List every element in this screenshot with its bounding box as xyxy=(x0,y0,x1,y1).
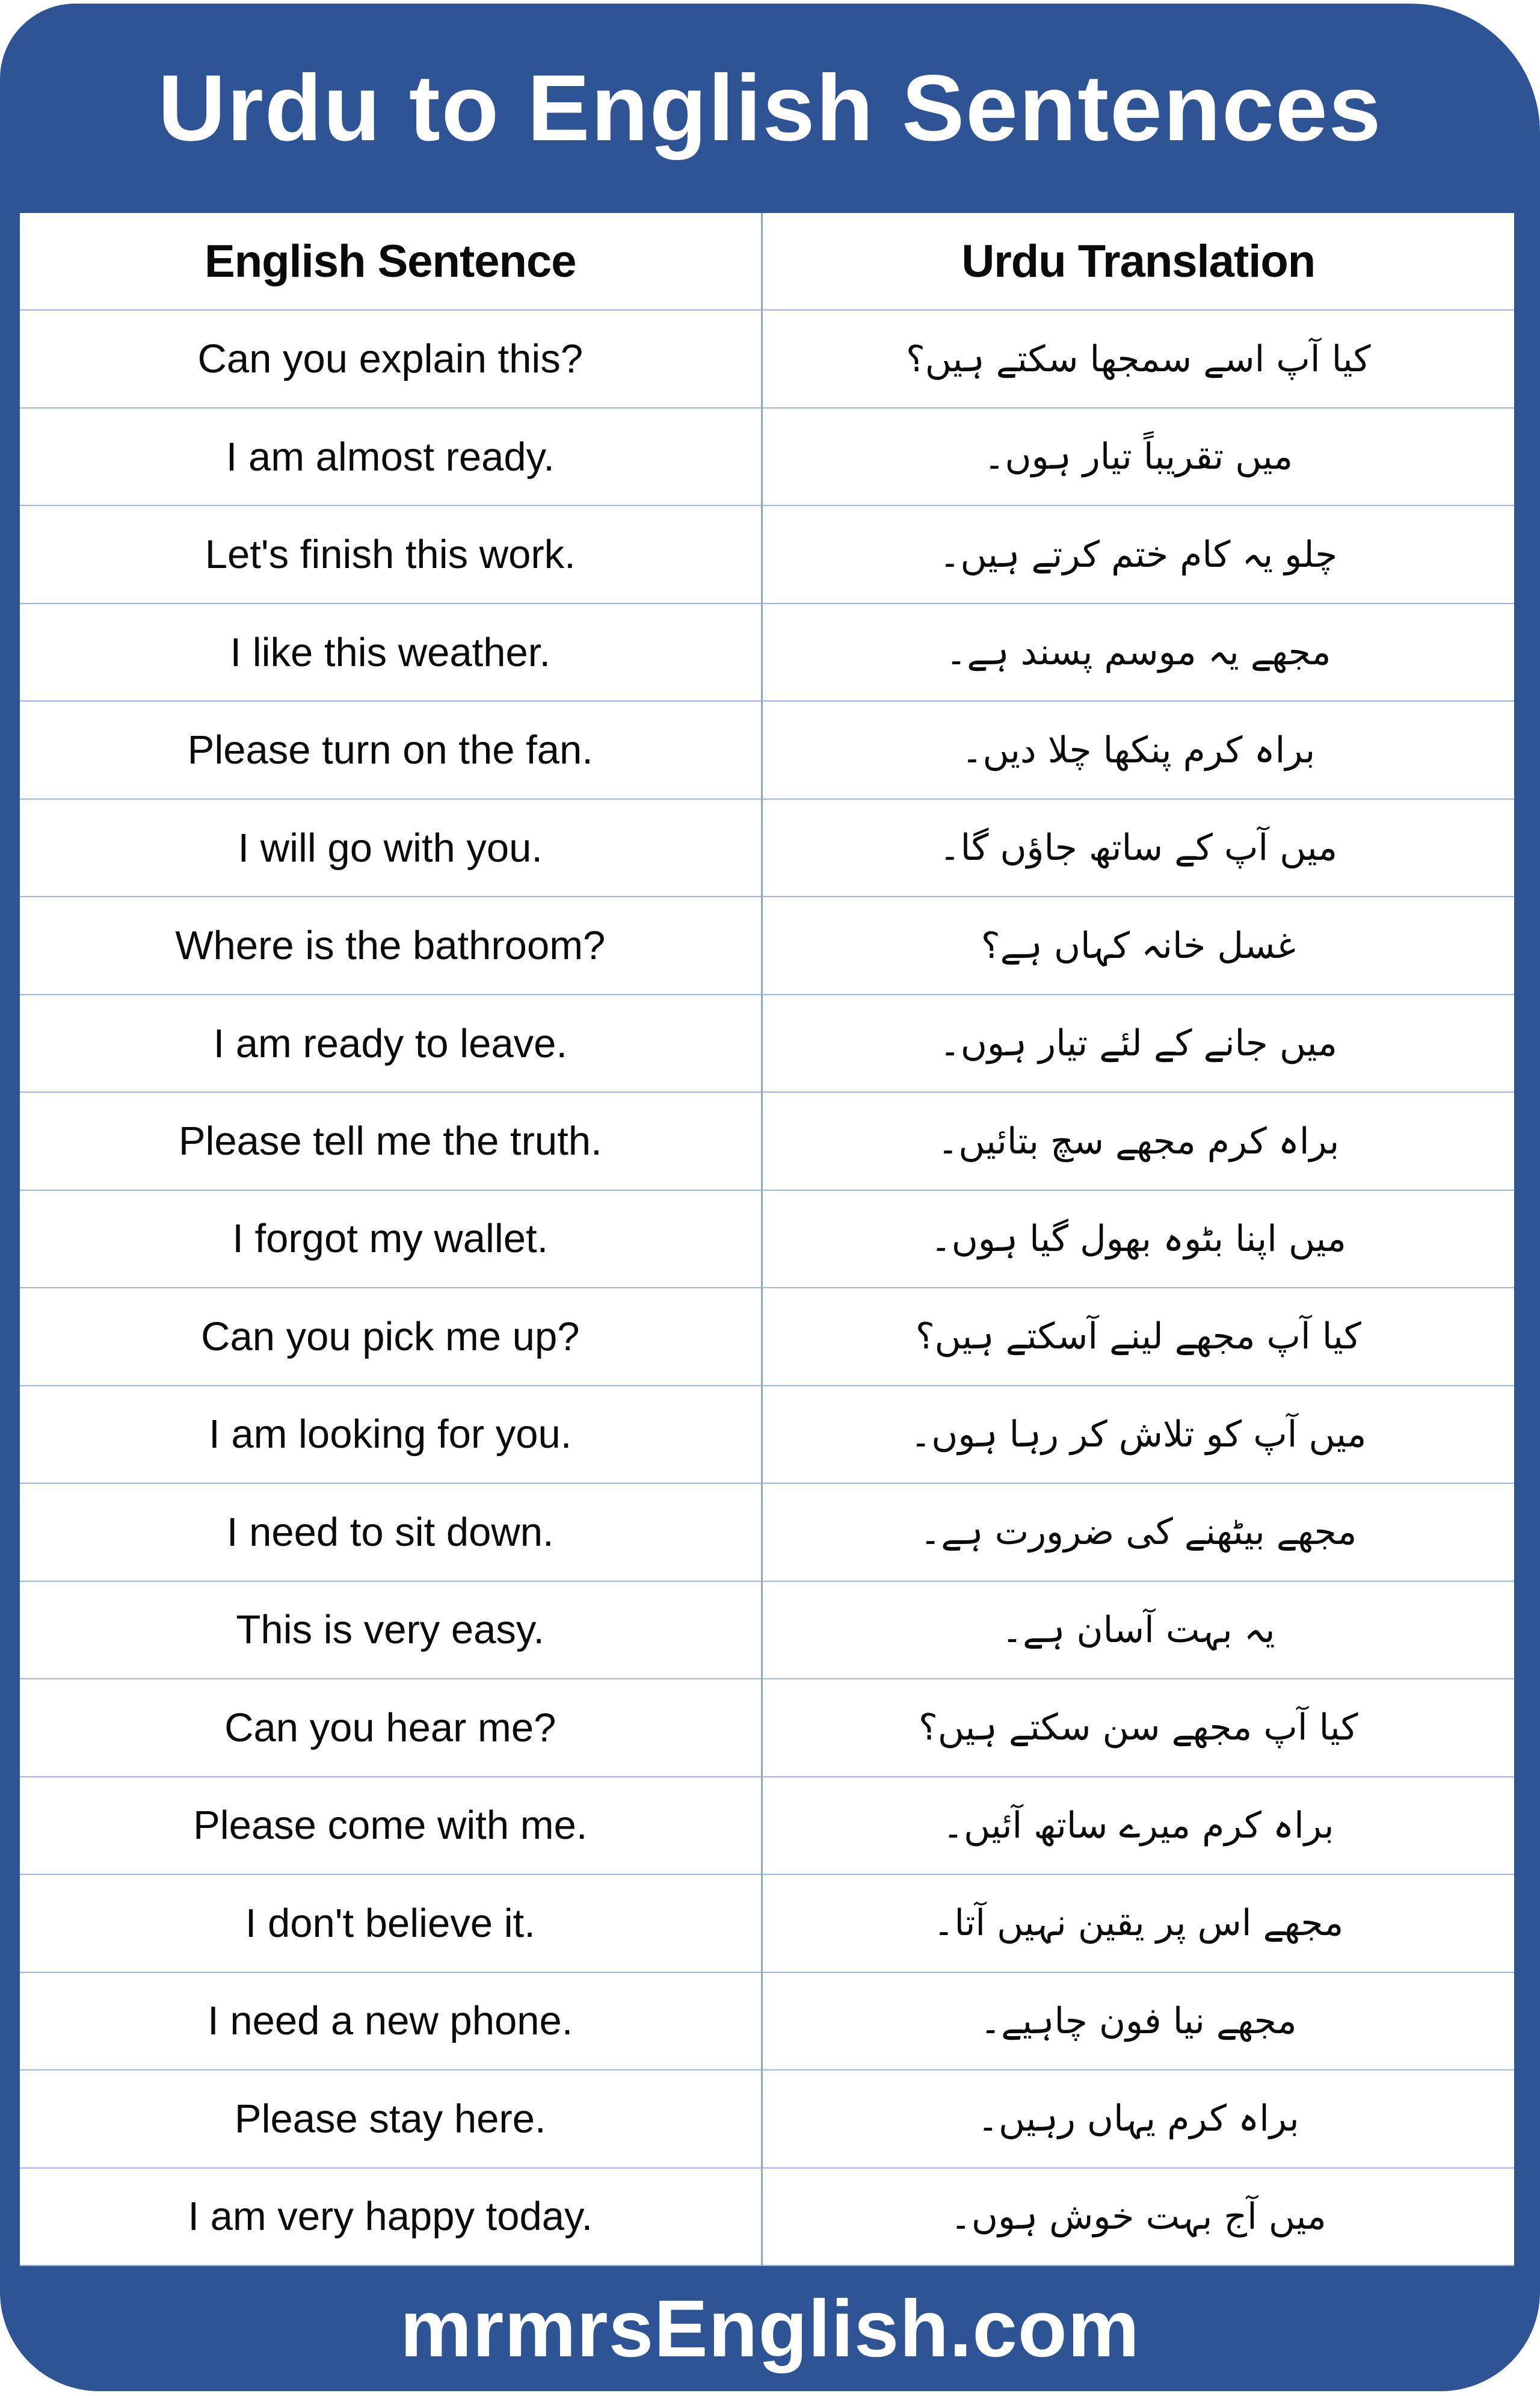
english-sentence-cell: I will go with you. xyxy=(20,800,763,897)
poster-header xyxy=(0,4,1540,213)
urdu-translation-cell: کیا آپ مجھے سن سکتے ہیں؟ xyxy=(763,1679,1514,1777)
column-header-english: English Sentence xyxy=(20,213,763,310)
english-sentence-cell: I am looking for you. xyxy=(20,1386,763,1484)
urdu-translation-cell: میں اپنا بٹوہ بھول گیا ہوں۔ xyxy=(763,1191,1514,1288)
english-sentence-cell: This is very easy. xyxy=(20,1582,763,1679)
column-header-urdu: Urdu Translation xyxy=(763,213,1514,310)
poster-footer xyxy=(0,2266,1540,2391)
english-sentence-cell: Can you explain this? xyxy=(20,310,763,408)
english-sentence-cell: I don't believe it. xyxy=(20,1875,763,1972)
english-sentence-cell: Please stay here. xyxy=(20,2070,763,2168)
english-sentence-cell: I need a new phone. xyxy=(20,1973,763,2070)
urdu-translation-cell: مجھے یہ موسم پسند ہے۔ xyxy=(763,604,1514,702)
english-sentence-cell: Please tell me the truth. xyxy=(20,1093,763,1190)
page-title: Urdu to English Sentences xyxy=(158,55,1382,161)
english-sentence-cell: I forgot my wallet. xyxy=(20,1191,763,1288)
urdu-translation-cell: چلو یہ کام ختم کرتے ہیں۔ xyxy=(763,506,1514,604)
urdu-translation-cell: میں تقریباً تیار ہوں۔ xyxy=(763,409,1514,506)
urdu-translation-cell: غسل خانہ کہاں ہے؟ xyxy=(763,897,1514,995)
english-sentence-cell: Please turn on the fan. xyxy=(20,702,763,799)
english-sentence-cell: I need to sit down. xyxy=(20,1484,763,1581)
urdu-translation-cell: مجھے اس پر یقین نہیں آتا۔ xyxy=(763,1875,1514,1972)
urdu-translation-cell: میں آپ کے ساتھ جاؤں گا۔ xyxy=(763,800,1514,897)
english-sentence-cell: I am almost ready. xyxy=(20,409,763,506)
english-sentence-cell: Can you pick me up? xyxy=(20,1288,763,1386)
translation-table xyxy=(20,213,1514,2266)
urdu-translation-cell: براہ کرم مجھے سچ بتائیں۔ xyxy=(763,1093,1514,1190)
website-name: mrmrsEnglish.com xyxy=(400,2283,1140,2374)
english-sentence-cell: I am very happy today. xyxy=(20,2169,763,2266)
english-sentence-cell: Where is the bathroom? xyxy=(20,897,763,995)
urdu-translation-cell: براہ کرم میرے ساتھ آئیں۔ xyxy=(763,1777,1514,1875)
urdu-translation-cell: براہ کرم پنکھا چلا دیں۔ xyxy=(763,702,1514,799)
urdu-translation-cell: کیا آپ مجھے لینے آسکتے ہیں؟ xyxy=(763,1288,1514,1386)
urdu-translation-cell: میں آپ کو تلاش کر رہا ہوں۔ xyxy=(763,1386,1514,1484)
english-sentence-cell: Let's finish this work. xyxy=(20,506,763,604)
urdu-translation-cell: مجھے بیٹھنے کی ضرورت ہے۔ xyxy=(763,1484,1514,1581)
urdu-translation-cell: یہ بہت آسان ہے۔ xyxy=(763,1582,1514,1679)
english-sentence-cell: Please come with me. xyxy=(20,1777,763,1875)
urdu-translation-cell: مجھے نیا فون چاہیے۔ xyxy=(763,1973,1514,2070)
poster-frame xyxy=(0,4,1540,2391)
english-sentence-cell: Can you hear me? xyxy=(20,1679,763,1777)
urdu-translation-cell: کیا آپ اسے سمجھا سکتے ہیں؟ xyxy=(763,310,1514,408)
urdu-translation-cell: براہ کرم یہاں رہیں۔ xyxy=(763,2070,1514,2168)
english-sentence-cell: I like this weather. xyxy=(20,604,763,702)
urdu-translation-cell: میں جانے کے لئے تیار ہوں۔ xyxy=(763,995,1514,1093)
english-sentence-cell: I am ready to leave. xyxy=(20,995,763,1093)
urdu-translation-cell: میں آج بہت خوش ہوں۔ xyxy=(763,2169,1514,2266)
